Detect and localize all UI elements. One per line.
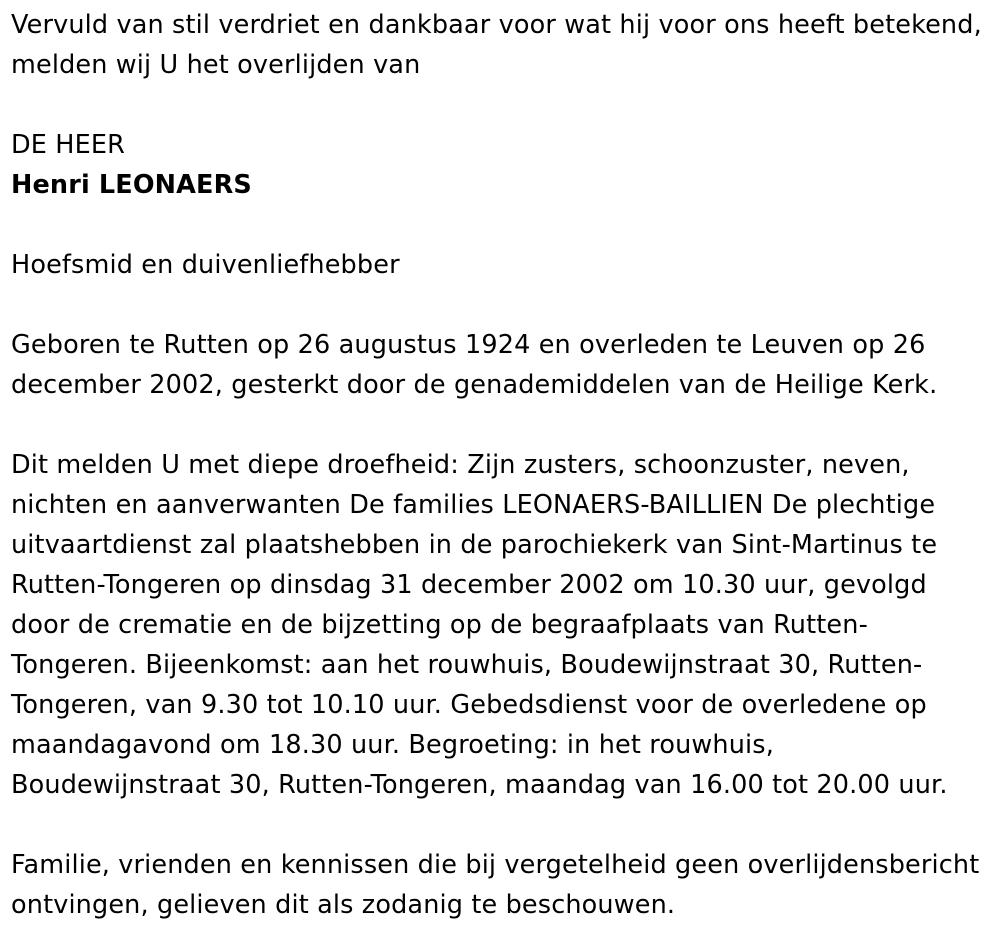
honorific: DE HEER [11, 130, 126, 160]
closing-text: Familie, vrienden en kennissen die bij vergetelheid geen overlijdensbericht ontvingen, gelieven dit als zodanig te beschouwen. [11, 850, 980, 920]
birth-death-text: Geboren te Rutten op 26 augustus 1924 en overleden te Leuven op 26 december 2002, gesterkt door de genademiddelen van de Heilige Kerk. [11, 330, 938, 400]
occupation: Hoefsmid en duivenliefhebber [11, 250, 400, 280]
funeral-details: Dit melden U met diepe droefheid: Zijn zusters, schoonzuster, neven, nichten en aanverwanten De families LEONAERS-BAILLIEN De plechtige uitvaartdienst zal plaatshebben in de parochiekerk van Sint-Martinus te Rutten-Tongeren op dinsdag 31 december 2002 om 10.30 uur, gevolgd door de crematie en de bijzetting op de begraafplaats van Rutten-Tongeren. Bijeenkomst: aan het rouwhuis, Boudewijnstraat 30, Rutten-Tongeren, van 9.30 tot 10.10 uur. Gebedsdienst voor de overledene op maandagavond om 18.30 uur. Begroeting: in het rouwhuis, Boudewijnstraat 30, Rutten-Tongeren, maandag van 16.00 tot 20.00 uur. [11, 450, 948, 800]
intro-text: Vervuld van stil verdriet en dankbaar voor wat hij voor ons heeft betekend, melden wij U het overlijden van [11, 10, 982, 80]
deceased-name: Henri LEONAERS [11, 170, 252, 200]
death-notice [11, 5, 991, 925]
